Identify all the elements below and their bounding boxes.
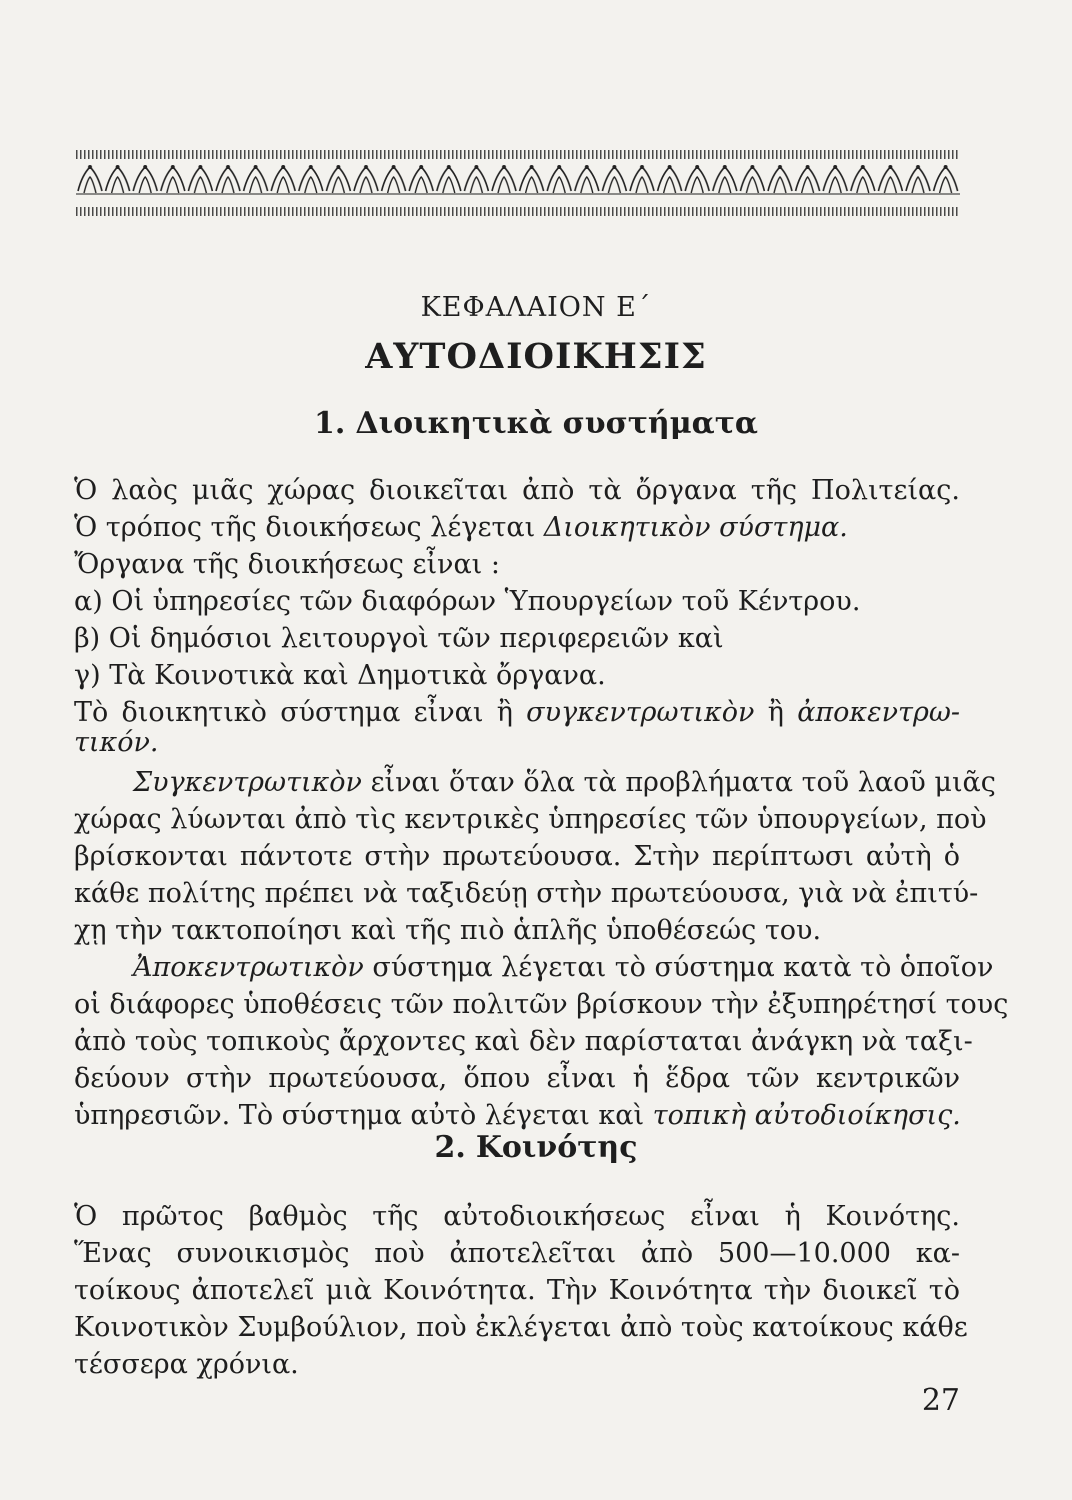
page-number: 27 (921, 1383, 960, 1418)
list-item: β) Οἱ δημόσιοι λειτουργοὶ τῶν περιφερειῶν καὶ (74, 623, 724, 654)
text-line: Ὁ τρόπος τῆς διοικήσεως λέγεται Διοικητικὸν σύστημα. (74, 512, 848, 543)
text-line: χῃ τὴν τακτοποίησι καὶ τῆς πιὸ ἁπλῆς ὑποθέσεώς του. (74, 915, 822, 946)
text-line: Τὸ διοικητικὸ σύστημα εἶναι ἢ συγκεντρωτικὸν ἢ ἀποκεντρω- (74, 697, 960, 728)
header-hatch-bottom (76, 207, 960, 216)
section-title: Διοικητικὰ συστήματα (355, 406, 759, 441)
text-line: Ὁ πρῶτος βαθμὸς τῆς αὐτοδιοικήσεως εἶναι ἡ Κοινότης. (74, 1201, 960, 1232)
list-item: γ) Τὰ Κοινοτικὰ καὶ Δημοτικὰ ὄργανα. (74, 660, 606, 691)
text-line: τικόν. (74, 727, 159, 758)
section-heading-1 (0, 406, 1072, 441)
section-title: Κοινότης (475, 1130, 638, 1165)
list-item: α) Οἱ ὑπηρεσίες τῶν διαφόρων Ὑπουργείων τοῦ Κέντρου. (74, 586, 861, 617)
section-number: 2. (434, 1130, 466, 1165)
text-line: οἱ διάφορες ὑποθέσεις τῶν πολιτῶν βρίσκουν τὴν ἐξυπηρέτησί τους (74, 989, 1009, 1020)
section-number: 1. (313, 406, 346, 441)
text-line: Κοινοτικὸν Συμβούλιον, ποὺ ἐκλέγεται ἀπὸ τοὺς κατοίκους κάθε (74, 1312, 968, 1343)
text-line: ὑπηρεσιῶν. Τὸ σύστημα αὐτὸ λέγεται καὶ τοπικὴ αὐτοδιοίκησις. (74, 1100, 961, 1131)
text-line: Ἕνας συνοικισμὸς ποὺ ἀποτελεῖται ἀπὸ 500—10.000 κα- (74, 1238, 960, 1269)
text-line: δεύουν στὴν πρωτεύουσα, ὅπου εἶναι ἡ ἕδρα τῶν κεντρικῶν (74, 1063, 960, 1094)
text-line: τοίκους ἀποτελεῖ μιὰ Κοινότητα. Τὴν Κοινότητα τὴν διοικεῖ τὸ (74, 1275, 960, 1306)
text-line: χώρας λύωνται ἀπὸ τὶς κεντρικὲς ὑπηρεσίες τῶν ὑπουργείων, ποὺ (74, 804, 987, 835)
text-line: τέσσερα χρόνια. (74, 1349, 299, 1380)
chapter-label: ΚΕΦΑΛΑΙΟΝ Ε΄ (420, 292, 652, 323)
text-line: κάθε πολίτης πρέπει νὰ ταξιδεύῃ στὴν πρωτεύουσα, γιὰ νὰ ἐπιτύ- (74, 878, 979, 909)
ornament-border (76, 163, 960, 197)
text-line: Ὁ λαὸς μιᾶς χώρας διοικεῖται ἀπὸ τὰ ὄργανα τῆς Πολιτείας. (74, 475, 960, 506)
text-line: βρίσκονται πάντοτε στὴν πρωτεύουσα. Στὴν περίπτωσι αὐτὴ ὁ (74, 841, 960, 872)
section-heading-2 (0, 1130, 1072, 1165)
text-line: Συγκεντρωτικὸν εἶναι ὅταν ὅλα τὰ προβλήματα τοῦ λαοῦ μιᾶς (133, 767, 996, 798)
text-line: Ὄργανα τῆς διοικήσεως εἶναι : (74, 549, 500, 580)
chapter-title: ΑΥΤΟΔΙΟΙΚΗΣΙΣ (365, 336, 707, 377)
text-line: ἀπὸ τοὺς τοπικοὺς ἄρχοντες καὶ δὲν παρίσταται ἀνάγκη νὰ ταξι- (74, 1026, 973, 1057)
text-line: Ἀποκεντρωτικὸν σύστημα λέγεται τὸ σύστημα κατὰ τὸ ὁποῖον (133, 952, 994, 983)
header-hatch-top (76, 150, 960, 159)
